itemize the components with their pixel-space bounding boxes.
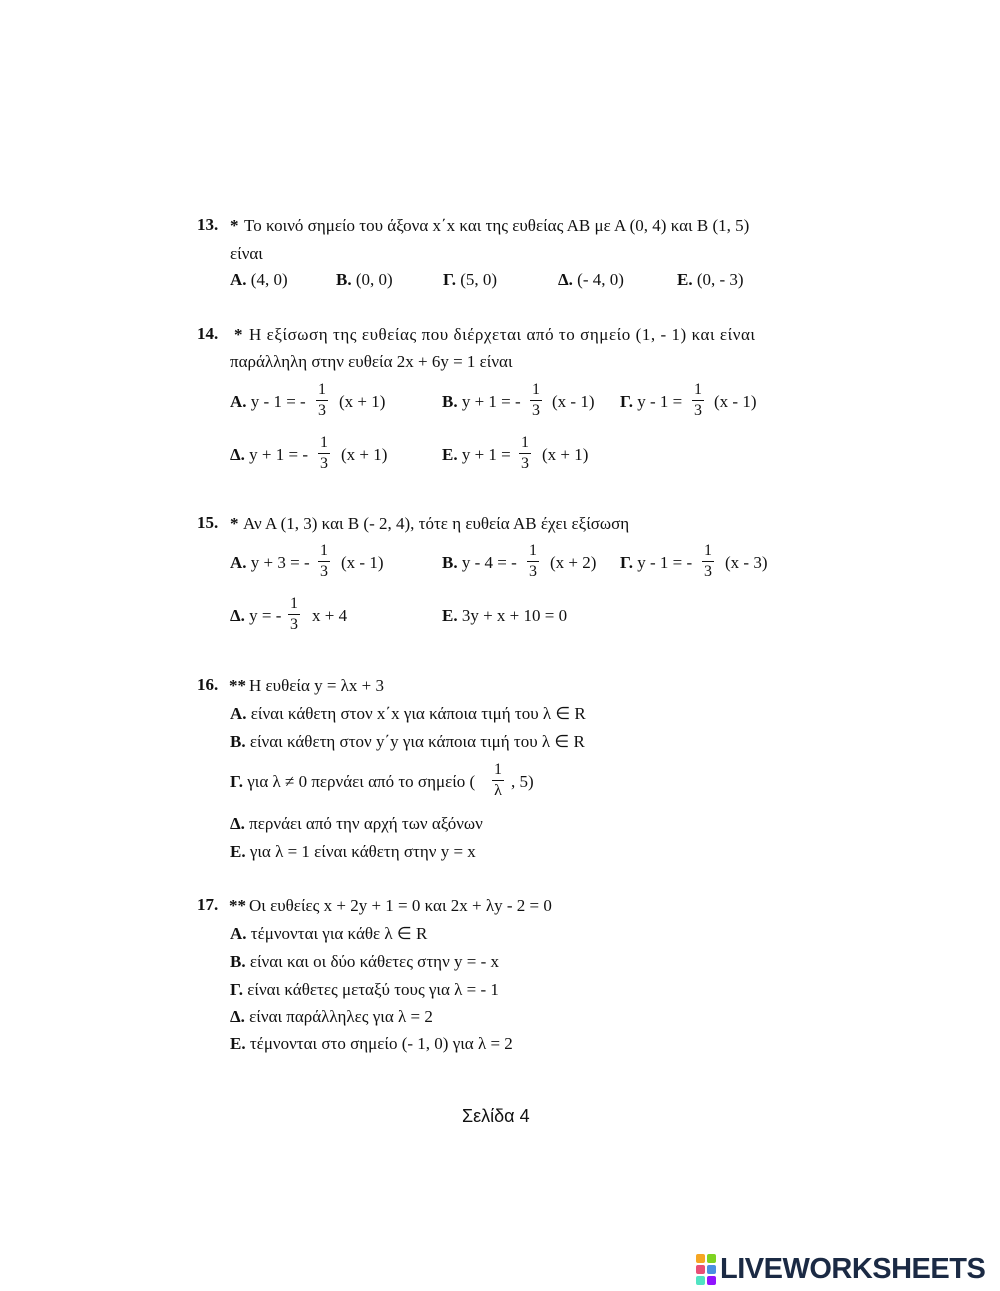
logo-block (696, 1276, 705, 1285)
option-b[interactable]: Β. είναι και οι δύο κάθετες στην y = - x (230, 952, 499, 971)
option-a[interactable]: Α. είναι κάθετη στον x΄x για κάποια τιμή του λ ∈ R (230, 704, 586, 723)
option-b[interactable]: Β. είναι κάθετη στον y΄y για κάποια τιμή του λ ∈ R (230, 732, 585, 751)
question-number: 17. (197, 895, 219, 914)
option-e[interactable]: Ε. y + 1 = (442, 445, 511, 464)
option-b-tail: (x + 2) (550, 553, 597, 572)
option-d[interactable]: Δ. y + 1 = - (230, 445, 309, 464)
option-a[interactable]: Α. y + 3 = - (230, 553, 310, 572)
question-text: Το κοινό σημείο του άξονα x΄x και της ευθείας ΑΒ με Α (0, 4) και Β (1, 5) (244, 216, 750, 235)
option-c[interactable]: Γ. y - 1 = (620, 392, 683, 411)
fraction: 1 3 (529, 542, 537, 580)
option-b-tail: (x - 1) (552, 392, 595, 411)
option-d[interactable]: Δ. (- 4, 0) (558, 270, 624, 289)
question-text-cont: παράλληλη στην ευθεία 2x + 6y = 1 είναι (230, 352, 513, 371)
fraction: 1 3 (521, 434, 529, 472)
liveworksheets-logo[interactable] (696, 1252, 985, 1286)
option-e[interactable]: Ε. για λ = 1 είναι κάθετη στην y = x (230, 842, 476, 861)
fraction: 1 3 (290, 595, 298, 633)
page-number: Σελίδα 4 (462, 1106, 530, 1126)
question-text: Αν Α (1, 3) και Β (- 2, 4), τότε η ευθεία ΑΒ έχει εξίσωση (243, 514, 630, 533)
option-a[interactable]: Α. τέμνονται για κάθε λ ∈ R (230, 924, 428, 943)
option-b[interactable]: Β. y - 4 = - (442, 553, 517, 572)
option-e[interactable]: Ε. τέμνονται στο σημείο (- 1, 0) για λ = 2 (230, 1034, 513, 1053)
option-a-tail: (x - 1) (341, 553, 384, 572)
question-number: 16. (197, 675, 219, 694)
option-c[interactable]: Γ. y - 1 = - (620, 553, 693, 572)
question-text: Η ευθεία y = λx + 3 (249, 676, 385, 695)
option-d-tail: (x + 1) (341, 445, 388, 464)
option-a-tail: (x + 1) (339, 392, 386, 411)
difficulty-stars: ** (229, 896, 246, 915)
option-c[interactable]: Γ. (5, 0) (443, 270, 498, 289)
option-d-tail: x + 4 (312, 606, 348, 625)
option-d[interactable]: Δ. περνάει από την αρχή των αξόνων (230, 814, 483, 833)
option-b[interactable]: Β. (0, 0) (336, 270, 393, 289)
brand-name: LIVEWORKSHEETS (720, 1252, 986, 1285)
option-a[interactable]: Α. (4, 0) (230, 270, 288, 289)
fraction: 1 λ (494, 761, 502, 799)
logo-block (707, 1254, 716, 1263)
fraction: 1 3 (320, 434, 328, 472)
question-text: Οι ευθείες x + 2y + 1 = 0 και 2x + λy - 2 = 0 (249, 896, 552, 915)
logo-block (707, 1265, 716, 1274)
fraction: 1 3 (318, 381, 326, 419)
option-c[interactable]: Γ. για λ ≠ 0 περνάει από το σημείο ( (230, 772, 476, 791)
option-c-tail: , 5) (511, 772, 534, 791)
logo-block (696, 1254, 705, 1263)
option-e[interactable]: Ε. 3y + x + 10 = 0 (442, 606, 568, 625)
option-c-tail: (x - 3) (725, 553, 768, 572)
difficulty-stars: * (230, 216, 239, 235)
option-a[interactable]: Α. y - 1 = - (230, 392, 306, 411)
question-number: 13. (197, 215, 219, 234)
difficulty-stars: * (234, 325, 243, 344)
option-e[interactable]: Ε. (0, - 3) (677, 270, 744, 289)
fraction: 1 3 (532, 381, 540, 419)
question-number: 14. (197, 324, 219, 343)
logo-block (707, 1276, 716, 1285)
fraction: 1 3 (320, 542, 328, 580)
fraction: 1 3 (694, 381, 702, 419)
question-number: 15. (197, 513, 219, 532)
option-b[interactable]: Β. y + 1 = - (442, 392, 521, 411)
option-e-tail: (x + 1) (542, 445, 589, 464)
difficulty-stars: * (230, 514, 239, 533)
question-text-cont: είναι (230, 244, 263, 263)
option-c[interactable]: Γ. είναι κάθετες μεταξύ τους για λ = - 1 (230, 980, 499, 999)
option-c-tail: (x - 1) (714, 392, 757, 411)
logo-block (696, 1265, 705, 1274)
fraction: 1 3 (704, 542, 712, 580)
logo-blocks-icon (696, 1254, 716, 1285)
question-text: Η εξίσωση της ευθείας που διέρχεται από το σημείο (1, - 1) και είναι (249, 325, 756, 344)
option-d[interactable]: Δ. y = - (230, 606, 282, 625)
difficulty-stars: ** (229, 676, 246, 695)
option-d[interactable]: Δ. είναι παράλληλες για λ = 2 (230, 1007, 433, 1026)
